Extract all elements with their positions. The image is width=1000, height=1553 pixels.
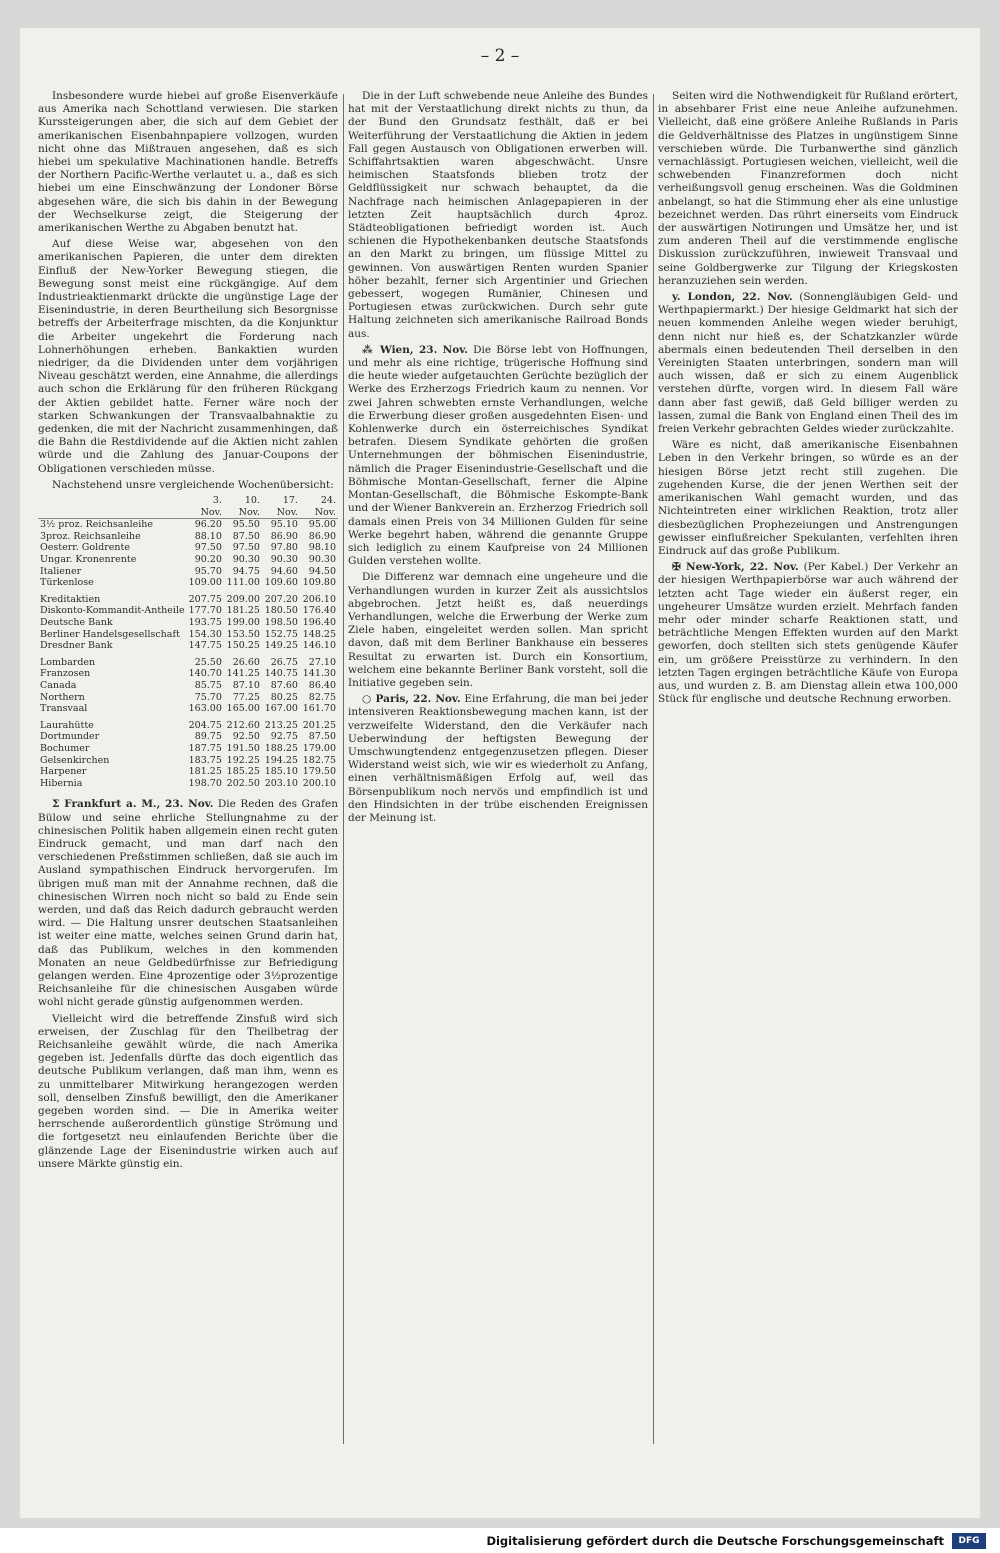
table-row [38,743,338,755]
article-paragraph: Auf diese Weise war, abgesehen von den amerikanischen Papieren, die unter dem direkten Einfluß der New-Yorker Bewegung stiegen, die Bewegung sonst meist eine rückgängige. Auf dem Industrieaktienmarkt drückte die ungünstige Lage der Eisenindustrie, in deren Beurtheilung sich Besorgnisse betreffs der Arbeiterfrage mischten, da die Konjunktur die Arbeiter ungekehrt die Forderung nach Lohnerhöhungen erheben. Bankaktien wurden niedriger, da die Dividenden unter dem vorjährigen Niveau geschätzt werden, eine Annahme, die allerdings auch schon die Erklärung für den früheren Rückgang der Aktien gebildet hatte. Ferner wäre noch der starken Schwankungen der Transvaalbahnaktie zu gedenken, die mit der Nachricht zusammenhingen, daß die Bahn die Restdividende auf die Aktien nicht zahlen würde und die Zahlung des Januar-Coupons der Obligationen verschieden müsse. [38,238,338,475]
article-paragraph: Die in der Luft schwebende neue Anleihe des Bundes hat mit der Verstaatlichung direkt nichts zu thun, da der Bund den Grundsatz festhält, daß er bei Weiterführung der Verstaatlichung die Aktien in jedem Fall gegen Austausch von Obligationen erwerben will. Schiffahrtsaktien waren abgeschwächt. Unsre heimischen Staatsfonds blieben trotz der Geldflüssigkeit nur schwach behauptet, da die Nachfrage nach heimischen Anlagepapieren in der letzten Zeit hauptsächlich durch 4proz. Städteobligationen befriedigt worden ist. Auch schienen die Hypothekenbanken deutsche Staatsfonds an den Markt zu bringen, um flüssige Mittel zu gewinnen. Von auswärtigen Renten wurden Spanier höher bezahlt, ferner sich Argentinier und Griechen gebessert, wogegen Rumänier, Chinesen und Portugiesen etwas zurückwichen. Durch sehr gute Haltung zeichneten sich amerikanische Railroad Bonds aus. [348,90,648,340]
table-cell: 27.10 [308,656,336,668]
table-cell: 87.50 [232,530,260,542]
table-cell: 96.20 [194,519,222,531]
table-cell: 149.25 [264,640,298,652]
table-row [38,640,338,652]
table-row [38,531,338,543]
table-cell: 92.75 [270,731,298,743]
column-divider [343,94,344,1444]
table-cell: 95.50 [232,519,260,531]
table-cell: 86.90 [270,530,298,542]
table-cell: 95.70 [194,565,222,577]
table-row [38,577,338,589]
table-cell: Ungar. Kronenrente [40,554,137,566]
table-cell: 94.60 [270,565,298,577]
table-row [38,778,338,790]
table-cell: 25.50 [194,656,222,668]
table-cell: Bochumer [40,742,90,754]
table-cell: 207.75 [188,593,222,605]
table-cell: 94.50 [308,565,336,577]
table-cell: 202.50 [226,777,260,789]
table-header-cell [38,495,187,519]
table-cell: Deutsche Bank [40,617,113,629]
table-cell: Lombarden [40,656,96,668]
table-cell: 80.25 [270,691,298,703]
table-cell: 165.00 [226,703,260,715]
table-cell: 207.20 [264,593,298,605]
section-text: Eine Erfahrung, die man bei jeder intensiveren Reaktionsbewegung machen kann, ist der verzweifelte Widerstand, den die Verkäufer nach Ueberwindung der heftigsten Bewegung der Umschwungtendenz entgegenzusetzen pflegen. Dieser Widerstand weist sich, wie wir es wiederholt zu Anfang, einen verhältnismäßigen Erfolg auf, weil das Börsenpublikum noch nervös und empfindlich ist und den Hindsichten in der trübe eischenden Ereignissen der Meinung ist. [348,693,648,824]
table-cell: Harpener [40,766,87,778]
table-row [38,605,338,617]
table-cell: 199.00 [226,617,260,629]
article-section [348,571,648,690]
table-cell: 95.10 [270,519,298,531]
table-cell: 150.25 [226,640,260,652]
table-cell: 26.60 [232,656,260,668]
section-dateline: y. London, 22. Nov. [672,291,793,304]
table-cell: 111.00 [226,577,260,589]
table-cell: 183.75 [188,754,222,766]
table-row [38,594,338,606]
table-cell: 147.75 [188,640,222,652]
table-row [38,617,338,629]
table-cell: 109.00 [188,577,222,589]
table-cell: 97.50 [194,542,222,554]
page-number: – 2 – [480,46,520,66]
table-cell: Dortmunder [40,731,100,743]
table-cell: 97.80 [270,542,298,554]
table-cell: 161.70 [302,703,336,715]
table-cell: 163.00 [188,703,222,715]
table-row [38,668,338,680]
table-cell: 141.30 [302,668,336,680]
table-row [38,755,338,767]
table-cell: 94.75 [232,565,260,577]
table-cell: 181.25 [226,605,260,617]
table-row [38,703,338,715]
article-section [658,439,958,558]
section-text: Die Reden des Grafen Bülow und seine ehrliche Stellungnahme zu der chinesischen Politik haben allgemein einen recht guten Eindruck gemacht, und man darf nach den verschiedenen Preßstimmen schließen, daß sie auch im Ausland sympathischen Eindruck hervorgerufen. Im übrigen muß man mit der Annahme rechnen, daß die chinesischen Wirren noch nicht so bald zu Ende sein werden, und daß das Reich dadurch gebraucht werden wird. — Die Haltung unsrer deutschen Staatsanleihen ist weiter eine matte, welches seinen Grund darin hat, daß das Publikum, welches in den kommenden Monaten an neue Geldbedürfnisse zur Befriedigung gelangen werden. Eine 4prozentige oder 3½prozentige Reichsanleihe für die chinesischen Ausgaben würde wohl nicht gerade günstig aufgenommen werden. [38,798,338,1009]
table-cell: 188.25 [264,742,298,754]
table-header-cell: 24. Nov. [300,495,338,519]
table-cell: 97.50 [232,542,260,554]
table-cell: Franzosen [40,668,91,680]
table-cell: 86.90 [308,530,336,542]
table-cell: 191.50 [226,742,260,754]
table-cell: 193.75 [188,617,222,629]
section-text: Die Börse lebt von Hoffnungen, und mehr als eine richtige, trügerische Hoffnung sind die heute wieder aufgetauchten Gerüchte bezüglich der Werke des Erzherzogs Friedrich kaum zu nennen. Vor zwei Jahren schwebten ernste Verhandlungen, welche die Erwerbung dieser großen ausgedehnten Eisen- und Kohlenwerke durch ein österreichisches Syndikat betrafen. Diesem Syndikate gehörten die großen Unternehmungen der böhmischen Eisenindustrie, nämlich die Prager Eisenindustrie-Gesellschaft und die Böhmische Montan-Gesellschaft, ferner die Alpine Montan-Gesellschaft, die Böhmische Eskompte-Bank und der Wiener Bankverein an. Erzherzog Friedrich soll damals einen Preis von 34 Millionen Gulden für seine Werke begehrt haben, während die genannte Gruppe sich lediglich zu einem Kaufpreise von 24 Millionen Gulden verstehen wollte. [348,343,648,568]
table-cell: 176.40 [302,605,336,617]
section-text: (Per Kabel.) Der Verkehr an der hiesigen Werthpapierbörse war auch während der letzten acht Tage wieder ein äußerst reger, ein ungeheurer Umsätze wurden erzielt. Mehrfach fanden mehr oder minder scharfe Reaktionen statt, und beträchtliche Mengen Effekten wurden auf den Markt geworfen, doch stellten sich stets genügende Käufer ein, um größere Preisstürze zu verhindern. In den letzten Tagen ergingen beträchtliche Käufe von Europa aus, und wurden z. B. am Dienstag allein etwa 100,000 Stück für englische und deutsche Rechnung erworben. [658,561,958,706]
table-row [38,519,338,531]
table-cell: 196.40 [302,617,336,629]
table-cell: 82.75 [308,691,336,703]
text-column-middle [348,90,648,1450]
section-text: Wäre es nicht, daß amerikanische Eisenbahnen Leben in den Verkehr bringen, so würde es an der hiesigen Börse jetzt recht still zugehen. Die zugehenden Kurse, die der jenen Werthen seit der amerikanischen Wahl gemacht wurden, und das Nichteintreten einer wirklichen Reaktion, trotz aller diesbezüglichen Prophezeiungen und Anstrengungen gewisser einflußreicher Spekulanten, verfehlten ihren Eindruck auf das große Publikum. [658,439,958,557]
table-cell: Canada [40,680,77,691]
table-cell: 109.60 [264,577,298,589]
table-cell: 192.25 [226,754,260,766]
article-section [38,798,338,1009]
footer-credit: Digitalisierung gefördert durch die Deutsche Forschungsgemeinschaft [486,1533,944,1548]
table-cell: Berliner Handelsgesellschaft [40,628,180,640]
table-cell: Oesterr. Goldrente [40,542,130,554]
table-cell: 180.50 [264,605,298,617]
dfg-logo-icon: DFG [952,1533,986,1549]
section-text: Die Differenz war demnach eine ungeheure und die Verhandlungen wurden in kurzer Zeit als aussichtslos abgebrochen. Jetzt heißt es, daß neuerdings Verhandlungen, welche die Erwerbung der Werke zum Ziele haben, eingeleitet werden sollen. Man spricht davon, daß mit dem Berliner Bankhause ein besseres Resultat zu erwarten ist. Durch ein Konsortium, welchem eine bekannte Berliner Bank vorsteht, soll die Initiative gegeben sein. [348,571,648,689]
table-cell: 213.25 [264,719,298,731]
newspaper-page [20,28,980,1518]
table-row [38,731,338,743]
table-cell: 203.10 [264,777,298,789]
text-column-left [38,90,338,1450]
table-cell: 185.25 [226,766,260,778]
table-cell: 182.75 [302,754,336,766]
table-cell: Türkenlose [40,577,94,589]
table-cell: Laurahütte [40,719,94,731]
table-cell: Transvaal [40,703,88,715]
article-paragraph: Nachstehend unsre vergleichende Wochenübersicht: [52,478,334,491]
table-cell: Hibernia [40,777,83,789]
table-cell: Kreditaktien [40,593,101,605]
table-cell: 90.30 [270,554,298,566]
section-dateline: ⁂ Wien, 23. Nov. [362,343,468,356]
table-cell: 209.00 [226,593,260,605]
table-cell: 200.10 [302,777,336,789]
table-cell: 90.20 [194,554,222,566]
table-cell: 154.30 [188,628,222,640]
table-cell: 181.25 [188,766,222,778]
table-cell: Gelsenkirchen [40,754,110,766]
table-cell: Italiener [40,565,82,577]
table-cell: 206.10 [302,593,336,605]
table-cell: 177.70 [188,605,222,617]
table-cell: 75.70 [194,691,222,703]
section-dateline: Σ Frankfurt a. M., 23. Nov. [52,798,214,811]
table-cell: 92.50 [232,731,260,743]
text-column-right [658,90,958,1450]
table-header-cell: 17. Nov. [262,495,300,519]
table-cell: 89.75 [194,731,222,743]
table-cell: 87.60 [270,680,298,691]
table-cell: Dresdner Bank [40,640,113,652]
table-cell: 3½ proz. Reichsanleihe [40,519,154,531]
table-row [38,766,338,778]
table-cell: 187.75 [188,742,222,754]
table-cell: 198.70 [188,777,222,789]
table-cell: 90.30 [308,554,336,566]
table-cell: 98.10 [308,542,336,554]
section-dateline: ✠ New-York, 22. Nov. [672,561,799,574]
table-cell: 146.10 [302,640,336,652]
table-header-cell: 3. Nov. [187,495,224,519]
table-cell: 87.50 [308,731,336,743]
table-row [38,680,338,692]
article-section [38,1013,338,1171]
table-cell: 87.10 [232,680,260,691]
table-row [38,657,338,669]
table-cell: 179.50 [302,766,336,778]
table-cell: 90.30 [232,554,260,566]
table-row [38,542,338,554]
article-section [348,344,648,568]
table-cell: 204.75 [188,719,222,731]
table-cell: 3proz. Reichsanleihe [40,530,141,542]
table-cell: 185.10 [264,766,298,778]
stock-quotes-table [38,495,338,794]
table-cell: 140.75 [264,668,298,680]
table-cell: 148.25 [302,628,336,640]
table-cell: 109.80 [302,577,336,589]
table-cell: Northern [40,691,85,703]
table-cell: 212.60 [226,719,260,731]
table-cell: 167.00 [264,703,298,715]
table-cell: 77.25 [232,691,260,703]
table-cell: 152.75 [264,628,298,640]
table-cell: 26.75 [270,656,298,668]
article-paragraph: Insbesondere wurde hiebei auf große Eisenverkäufe aus Amerika nach Schottland verwiesen. Die starken Kurssteigerungen aber, die sich auf dem Gebiet der amerikanischen Eisenbahnpapiere vollzogen, wurden nicht ohne das Mißtrauen angesehen, daß es sich hiebei um spekulative Machinationen handle. Betreffs der Northern Pacific-Werthe verlautet u. a., daß es sich hiebei um eine Einschwänzung der Londoner Börse abgesehen wäre, die sich bis dahin in der Bewegung der Wechselkurse zeigt, die Steigerung der amerikanischen Werthe zu Abgaben benutzt hat. [38,90,338,235]
table-cell: 141.25 [226,668,260,680]
article-paragraph: Seiten wird die Nothwendigkeit für Rußland erörtert, in absehbarer Frist eine neue Anleihe aufzunehmen. Vielleicht, daß eine größere Anleihe Rußlands in Paris die Geldverhältnisse des Platzes in ungünstigem Sinne verschieben würde. Die Turbanwerthe sind gänzlich vernachlässigt. Portugiesen weichen, vielleicht, weil die schwebenden Finanzreformen doch nicht verheißungsvoll genug erscheinen. Was die Goldminen anbelangt, so hat die Stimmung eher als eine unlustige bezeichnet werden. Das rührt einerseits vom Eindruck der auswärtigen Notirungen und Umsätze her, und ist zum anderen Theil auf die verstimmende englische Diskussion zurückzuführen, inwieweit Transvaal und seine Goldbergwerke zur Tilgung der Kriegskosten heranzuziehen sein werden. [658,90,958,287]
section-dateline: ○ Paris, 22. Nov. [362,693,461,706]
table-header-cell: 10. Nov. [224,495,262,519]
article-section [658,561,958,706]
table-cell: 140.70 [188,668,222,680]
table-cell: 194.25 [264,754,298,766]
table-cell: 85.75 [194,680,222,691]
section-text: (Sonnengläubigen Geld- und Werthpapiermarkt.) Der hiesige Geldmarkt hat sich der neuen kommenden Anleihe wegen wieder beruhigt, denn nicht nur hieß es, der Schatzkanzler würde abermals einen bedeutenden Theil derselben in den Vereinigten Staaten unterbringen, sondern man will auch wissen, daß er sich zu einem Augenblick verstehen dürfte, vorgen wird. In diesem Fall wäre dann aber fast gewiß, daß Geld billiger werden zu lassen, zumal die Bank von England einen Theil des im freien Verkehr gebrachten Geldes wieder zurückzahlte. [658,291,958,436]
column-divider [653,94,654,1444]
table-cell: 88.10 [194,530,222,542]
table-row [38,692,338,704]
table-row [38,720,338,732]
digitization-footer [0,1528,1000,1553]
table-group-spacer [38,789,338,794]
article-section [348,693,648,825]
table-cell: 179.00 [302,742,336,754]
table-row [38,554,338,566]
table-cell: 198.50 [264,617,298,629]
table-cell: 86.40 [308,680,336,691]
table-cell: 95.00 [308,519,336,531]
table-row [38,629,338,641]
table-cell: 153.50 [226,628,260,640]
table-cell: 201.25 [302,719,336,731]
section-text: Vielleicht wird die betreffende Zinsfuß wird sich erweisen, der Zuschlag für den Theilbetrag der Reichsanleihe gewählt würde, die nach Amerika gegeben ist. Jedenfalls dürfte das doch eigentlich das deutsche Publikum verlangen, daß man ihm, wenn es zu unmittelbarer Mitwirkung herangezogen werden soll, denselben Zinsfuß bewilligt, den die Amerikaner gegeben worden sind. — Die in Amerika weiter herrschende außerordentlich günstige Strömung und die fortgesetzt neu einlaufenden Berichte über die glänzende Lage der Eisenindustrie wirken auch auf unsere Märkte günstig ein. [38,1012,338,1170]
article-section [658,291,958,436]
table-row [38,566,338,578]
table-cell: Diskonto-Kommandit-Antheile [40,605,185,617]
